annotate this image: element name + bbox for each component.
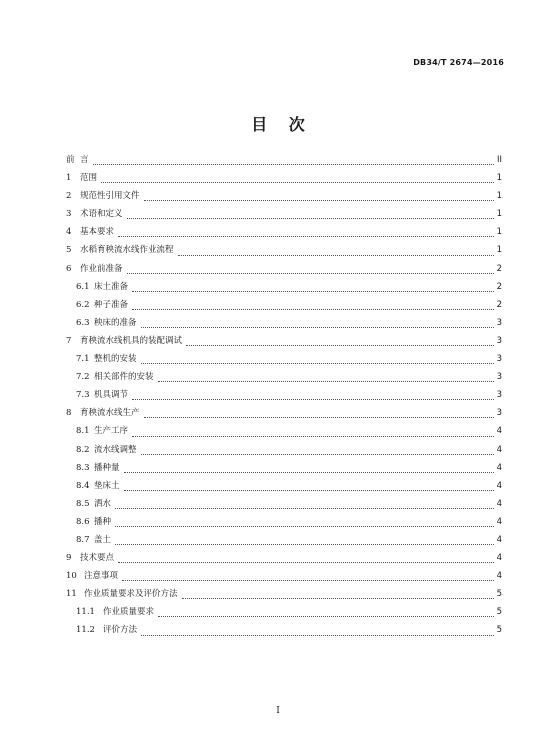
toc-leader-dots <box>93 163 494 165</box>
toc-entry[interactable] <box>66 243 502 261</box>
toc-entry-number: 8.2 <box>76 444 90 455</box>
toc-leader-dots <box>118 235 494 237</box>
toc-entry-page: 5 <box>496 625 502 636</box>
toc-leader-dots <box>124 471 494 473</box>
toc-entry-number: 11 <box>66 589 77 600</box>
toc-entry-number: 前 <box>66 155 75 165</box>
toc-entry-page: 4 <box>496 444 502 455</box>
toc-entry-label: 种子准备 <box>94 299 129 310</box>
toc-entry-page: 1 <box>496 191 502 202</box>
toc-entry-page: 3 <box>496 408 502 419</box>
toc-entry-number: 8.5 <box>76 498 90 509</box>
toc-leader-dots <box>122 579 494 581</box>
toc-leader-dots <box>127 217 494 219</box>
toc-entry-page: 4 <box>496 534 502 545</box>
toc-subentry[interactable] <box>66 533 502 551</box>
toc-entry-label: 相关部件的安装 <box>94 372 154 383</box>
toc-entry-number: 3 <box>66 209 72 220</box>
toc-subentry[interactable] <box>66 515 502 533</box>
toc-entry-number: 11.2 <box>76 625 95 636</box>
toc-leader-dots <box>182 597 494 599</box>
toc-entry-label: 作业质量要求 <box>103 607 155 618</box>
toc-entry[interactable] <box>66 406 502 424</box>
toc-entry-page: 4 <box>496 571 502 582</box>
toc-entry-label: 播种 <box>94 516 112 527</box>
table-of-contents <box>66 153 502 642</box>
toc-entry-label: 言 <box>80 155 89 165</box>
toc-leader-dots <box>186 344 494 346</box>
toc-entry-page: 4 <box>496 498 502 509</box>
toc-entry-number: 6.2 <box>76 299 90 310</box>
toc-entry-number: 10 <box>66 571 77 582</box>
toc-entry-page: II <box>496 155 502 165</box>
toc-entry-page: 4 <box>496 462 502 473</box>
toc-entry-page: 4 <box>496 480 502 491</box>
toc-entry[interactable] <box>66 153 502 171</box>
toc-entry-page: 5 <box>496 607 502 618</box>
toc-entry-number: 7.3 <box>76 390 90 401</box>
toc-entry-number: 1 <box>66 173 72 184</box>
toc-entry[interactable] <box>66 189 502 207</box>
toc-entry-label: 注意事项 <box>84 571 119 582</box>
toc-entry-label: 流水线调整 <box>94 444 137 455</box>
toc-entry-number: 6 <box>66 263 72 274</box>
toc-leader-dots <box>115 507 494 509</box>
toc-entry-label: 垫床土 <box>94 480 120 491</box>
toc-leader-dots <box>141 634 494 636</box>
toc-entry-number: 8.7 <box>76 534 90 545</box>
toc-entry-page: 2 <box>496 299 502 310</box>
toc-entry-label: 洒水 <box>94 498 112 509</box>
toc-entry-label: 秧床的准备 <box>94 317 137 328</box>
toc-entry[interactable] <box>66 587 502 605</box>
toc-entry-label: 生产工序 <box>94 426 129 437</box>
toc-entry-label: 作业质量要求及评价方法 <box>84 589 178 600</box>
toc-entry-label: 范围 <box>80 173 98 184</box>
toc-entry[interactable] <box>66 225 502 243</box>
toc-leader-dots <box>141 326 494 328</box>
toc-entry-label: 床土准备 <box>94 281 129 292</box>
toc-subentry[interactable] <box>66 370 502 388</box>
page-title: 目 次 <box>251 115 313 134</box>
toc-entry-label: 育秧流水线机具的装配调试 <box>80 335 183 346</box>
toc-leader-dots <box>101 181 494 183</box>
toc-entry-page: 3 <box>496 317 502 328</box>
toc-leader-dots <box>178 254 494 256</box>
toc-leader-dots <box>118 561 494 563</box>
toc-entry-page: 1 <box>496 227 502 238</box>
toc-leader-dots <box>158 615 494 617</box>
toc-entry-label: 水稻育秧流水线作业流程 <box>80 245 174 256</box>
toc-leader-dots <box>144 416 494 418</box>
toc-subentry[interactable] <box>66 497 502 515</box>
toc-entry-page: 3 <box>496 335 502 346</box>
toc-leader-dots <box>115 543 494 545</box>
toc-leader-dots <box>132 435 494 437</box>
page-number: I <box>276 706 280 716</box>
toc-subentry[interactable] <box>66 280 502 298</box>
toc-leader-dots <box>132 290 494 292</box>
toc-entry-number: 6.1 <box>76 281 90 292</box>
toc-entry[interactable] <box>66 334 502 352</box>
toc-entry-page: 2 <box>496 263 502 274</box>
toc-subentry[interactable] <box>66 461 502 479</box>
toc-entry-label: 评价方法 <box>103 625 138 636</box>
toc-entry-page: 1 <box>496 173 502 184</box>
toc-leader-dots <box>132 308 494 310</box>
toc-entry-page: 4 <box>496 553 502 564</box>
toc-leader-dots <box>127 272 494 274</box>
toc-entry-page: 5 <box>496 589 502 600</box>
toc-leader-dots <box>115 525 494 527</box>
toc-leader-dots <box>132 398 494 400</box>
toc-subentry[interactable] <box>66 298 502 316</box>
toc-entry-label: 盖土 <box>94 534 112 545</box>
toc-entry-label: 规范性引用文件 <box>80 191 140 202</box>
toc-entry-label: 技术要点 <box>80 553 115 564</box>
document-code: DB34/T 2674—2016 <box>413 58 504 67</box>
toc-entry[interactable] <box>66 569 502 587</box>
toc-entry[interactable] <box>66 262 502 280</box>
toc-entry[interactable] <box>66 207 502 225</box>
toc-entry-label: 播种量 <box>94 462 120 473</box>
toc-leader-dots <box>158 380 494 382</box>
toc-entry-label: 整机的安装 <box>94 354 137 365</box>
toc-entry-page: 3 <box>496 390 502 401</box>
toc-entry-label: 育秧流水线生产 <box>80 408 140 419</box>
toc-entry-label: 基本要求 <box>80 227 115 238</box>
toc-entry-page: 3 <box>496 372 502 383</box>
toc-entry-page: 4 <box>496 516 502 527</box>
toc-entry-number: 8.4 <box>76 480 90 491</box>
toc-entry-page: 1 <box>496 245 502 256</box>
toc-entry-label: 作业前准备 <box>80 263 123 274</box>
toc-subentry[interactable] <box>66 605 502 623</box>
toc-entry-number: 8.3 <box>76 462 90 473</box>
toc-leader-dots <box>144 199 494 201</box>
toc-entry-number: 8.6 <box>76 516 90 527</box>
toc-entry[interactable] <box>66 171 502 189</box>
toc-entry-page: 2 <box>496 281 502 292</box>
toc-entry-label: 术语和定义 <box>80 209 123 220</box>
toc-entry-number: 7 <box>66 335 72 346</box>
toc-leader-dots <box>141 453 494 455</box>
toc-subentry[interactable] <box>66 424 502 442</box>
toc-entry-page: 4 <box>496 426 502 437</box>
toc-entry-page: 3 <box>496 354 502 365</box>
toc-entry-number: 6.3 <box>76 317 90 328</box>
toc-entry-number: 7.2 <box>76 372 90 383</box>
toc-subentry[interactable] <box>66 623 502 641</box>
toc-entry-number: 2 <box>66 191 72 202</box>
toc-entry-number: 7.1 <box>76 354 90 365</box>
toc-leader-dots <box>141 362 494 364</box>
toc-entry-number: 8.1 <box>76 426 90 437</box>
toc-entry[interactable] <box>66 551 502 569</box>
toc-entry-number: 8 <box>66 408 72 419</box>
toc-entry-number: 11.1 <box>76 607 95 618</box>
toc-subentry[interactable] <box>66 352 502 370</box>
toc-entry-number: 4 <box>66 227 72 238</box>
toc-entry-label: 机具调节 <box>94 390 129 401</box>
toc-leader-dots <box>124 489 494 491</box>
toc-subentry[interactable] <box>66 479 502 497</box>
toc-subentry[interactable] <box>66 388 502 406</box>
toc-entry-page: 1 <box>496 209 502 220</box>
toc-entry-number: 9 <box>66 553 72 564</box>
toc-subentry[interactable] <box>66 316 502 334</box>
toc-subentry[interactable] <box>66 443 502 461</box>
toc-entry-number: 5 <box>66 245 72 256</box>
